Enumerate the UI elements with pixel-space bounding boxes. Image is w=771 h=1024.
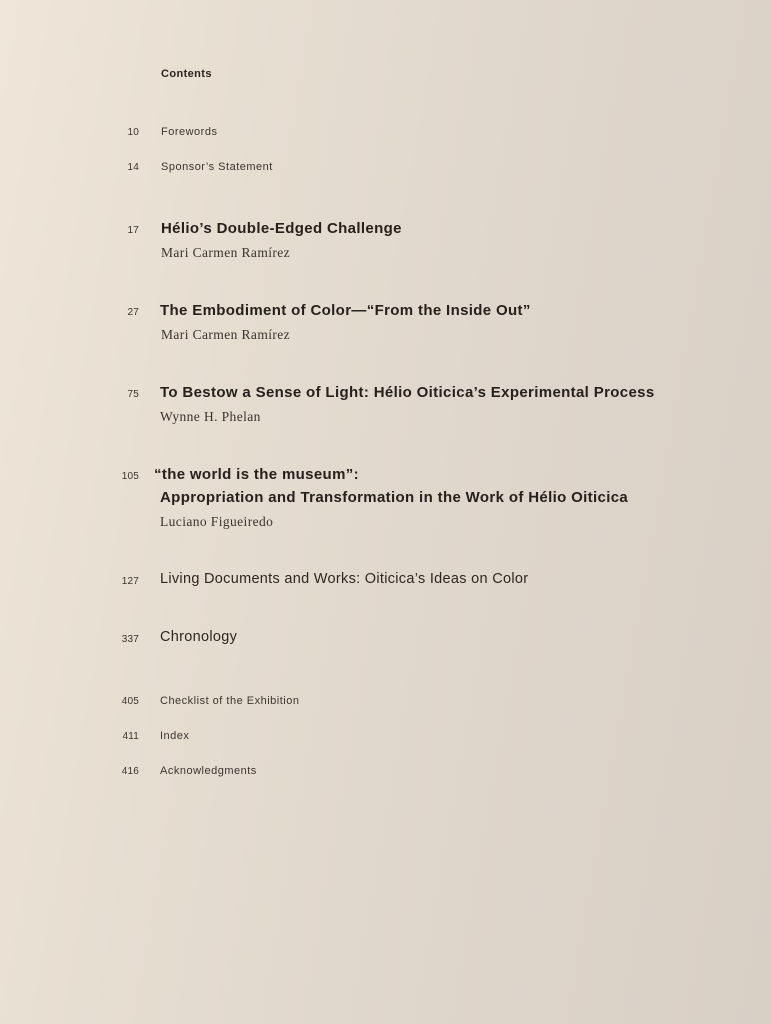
page-number: 411 <box>122 731 139 742</box>
entry-title: Index <box>160 730 190 742</box>
entry-title: Acknowledgments <box>160 765 257 777</box>
entry-title: The Embodiment of Color—“From the Inside Out” <box>160 302 531 319</box>
entry-title: Checklist of the Exhibition <box>160 695 300 707</box>
page-title: Contents <box>161 68 212 80</box>
entry-title: Sponsor’s Statement <box>161 161 273 173</box>
entry-title: To Bestow a Sense of Light: Hélio Oiticica’s Experimental Process <box>160 384 655 401</box>
page-number: 14 <box>127 162 139 173</box>
entry-author: Wynne H. Phelan <box>160 409 261 424</box>
entry-author: Mari Carmen Ramírez <box>161 327 291 342</box>
entry-author: Luciano Figueiredo <box>160 514 274 529</box>
page-number: 127 <box>121 576 139 587</box>
entry-title-line2: Appropriation and Transformation in the Work of Hélio Oiticica <box>160 489 629 506</box>
page-number: 10 <box>127 127 139 138</box>
page-number: 416 <box>121 766 139 777</box>
entry-title: Forewords <box>161 126 218 138</box>
page-number: 75 <box>127 389 139 400</box>
entry-title-line1: “the world is the museum”: <box>154 466 359 483</box>
entry-title: Hélio’s Double-Edged Challenge <box>161 220 402 237</box>
entry-title: Chronology <box>160 629 238 645</box>
page-number: 17 <box>127 225 139 236</box>
page-number: 27 <box>127 307 139 318</box>
page-number: 105 <box>121 471 139 482</box>
page-number: 405 <box>121 696 139 707</box>
entry-author: Mari Carmen Ramírez <box>161 245 291 260</box>
page-number: 337 <box>121 634 139 645</box>
entry-title: Living Documents and Works: Oiticica’s Ideas on Color <box>160 571 529 587</box>
